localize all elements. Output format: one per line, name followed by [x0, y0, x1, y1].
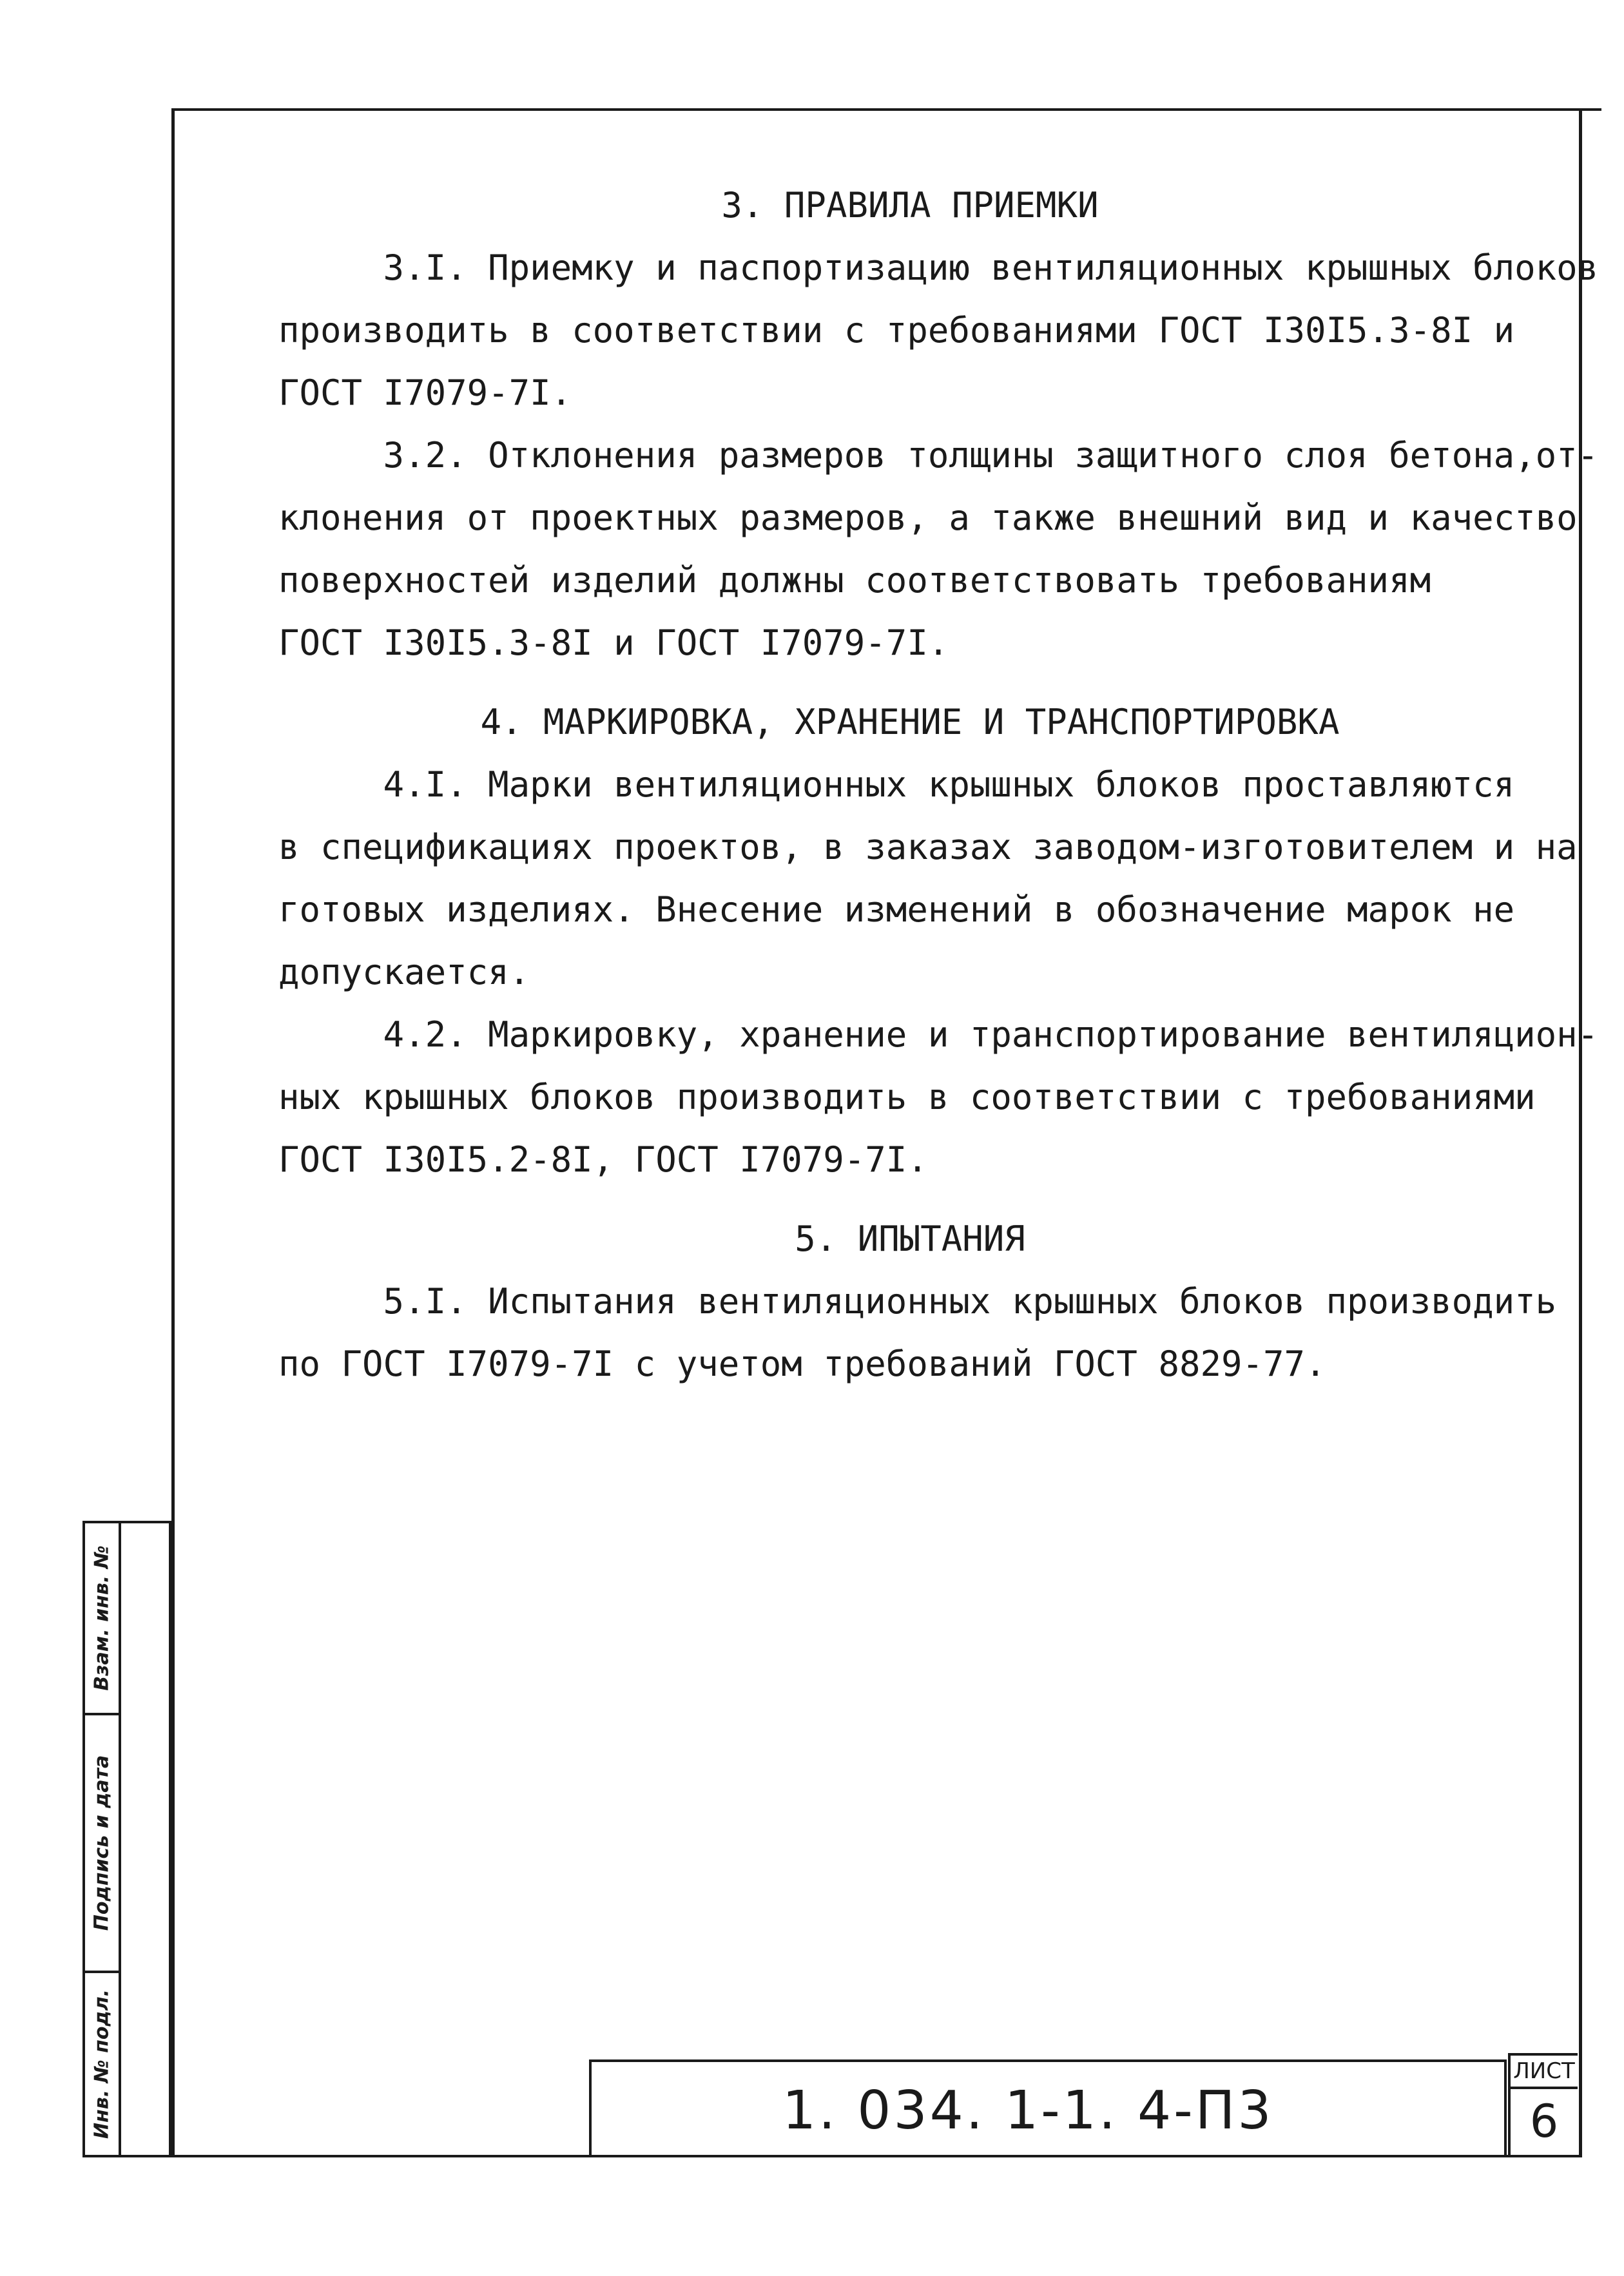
- title-block-divider: [1504, 2059, 1507, 2156]
- title-block: [589, 2059, 1581, 2156]
- side-label-replacement-inventory: Взам. инв. №: [90, 1545, 113, 1691]
- side-cell-replacement-inventory: [85, 1523, 119, 1715]
- frame-top-line: [174, 108, 1601, 111]
- paragraph-4-2: 4.2. Маркировку, хранение и транспортирование вентиляцион- ных крышных блоков производить в соответствии с требованиями ГОСТ I30I5.2-8I, ГОСТ I7079-7I.: [278, 1014, 1599, 1180]
- side-stamp: [82, 1521, 171, 2157]
- sheet-box: [1508, 2053, 1578, 2156]
- paragraph-3-1: 3.I. Приемку и паспортизацию вентиляционных крышных блоков производить в соответствии с требованиями ГОСТ I30I5.3-8I и ГОСТ I7079-7I.: [278, 247, 1599, 413]
- title-block-top-border: [589, 2059, 1504, 2062]
- paragraph-3-2: 3.2. Отклонения размеров толщины защитного слоя бетона,от- клонения от проектных размеров, а также внешний вид и качество поверхностей изделий должны соответствовать требованиям ГОСТ I30I5.3-8I и ГОСТ I7079-7I.: [278, 435, 1599, 663]
- side-cell-original-inventory: [85, 1973, 119, 2155]
- sheet-number: 6: [1529, 2095, 1559, 2148]
- document-code: 1. 034. 1-1. 4-П3: [782, 2080, 1274, 2141]
- paragraph-4-1: 4.I. Марки вентиляционных крышных блоков проставляются в спецификациях проектов, в заказах заводом-изготовителем и на готовых изделиях. Внесение изменений в обозначение марок не допускается.: [278, 764, 1578, 992]
- title-block-left-border: [589, 2059, 592, 2156]
- paragraph-5-1: 5.I. Испытания вентиляционных крышных блоков производить по ГОСТ I7079-7I с учетом требований ГОСТ 8829-77.: [278, 1281, 1557, 1384]
- section-heading-5: 5. ИПЫТАНИЯ: [795, 1219, 1025, 1259]
- sheet-label: ЛИСТ: [1511, 2056, 1578, 2089]
- section-heading-3: 3. ПРАВИЛА ПРИЕМКИ: [721, 185, 1099, 226]
- frame-right-line: [1579, 108, 1582, 2157]
- side-label-original-inventory: Инв. № подл.: [90, 1989, 113, 2139]
- section-heading-4: 4. МАРКИРОВКА, ХРАНЕНИЕ И ТРАНСПОРТИРОВКА: [480, 702, 1340, 742]
- frame-left-line: [171, 108, 175, 2156]
- side-cell-signature-date: [85, 1715, 119, 1973]
- side-label-signature-date: Подпись и дата: [90, 1755, 113, 1931]
- document-body: [278, 174, 1599, 1395]
- side-stamp-label-column: [85, 1523, 121, 2155]
